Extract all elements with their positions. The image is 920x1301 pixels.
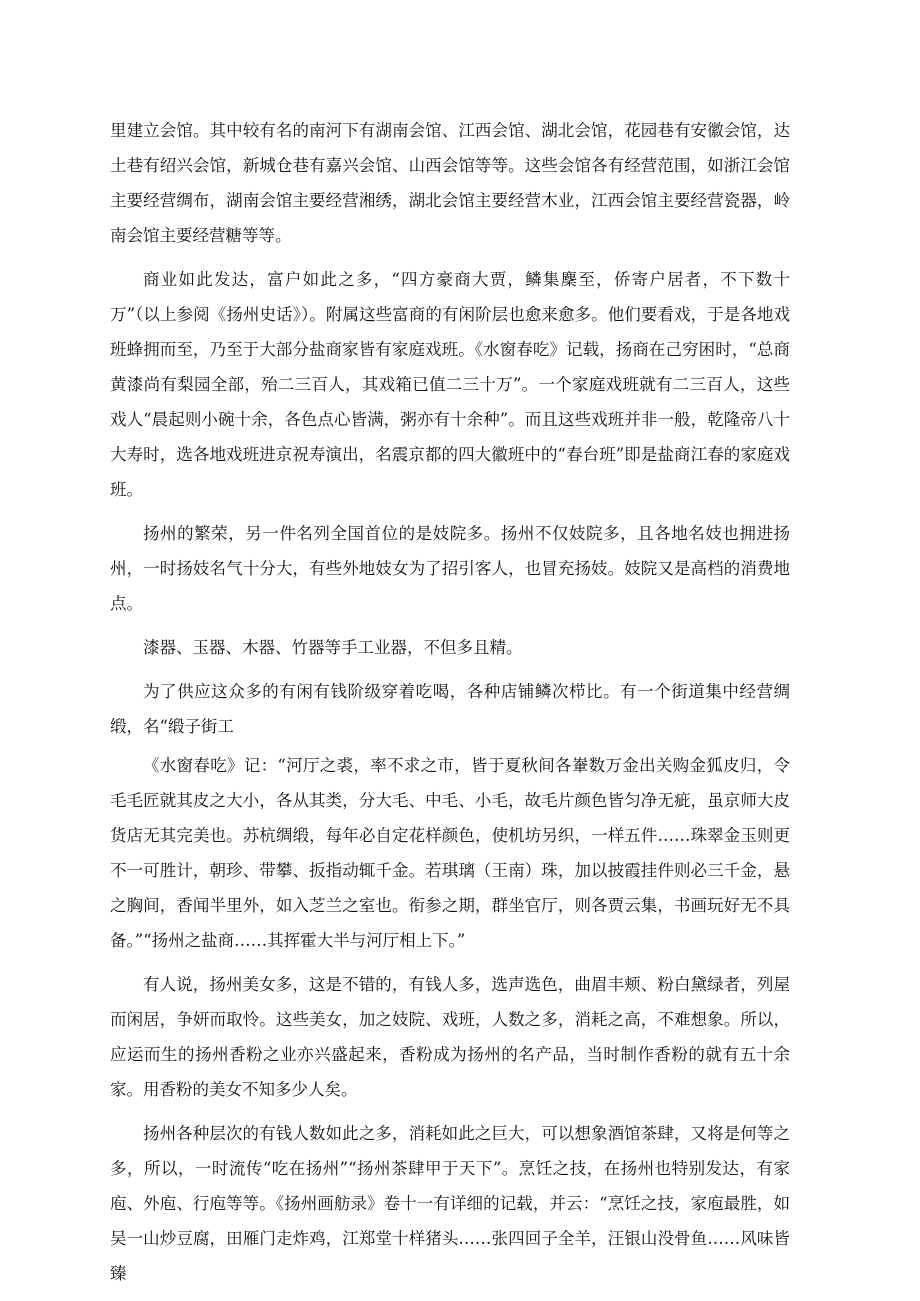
paragraph-guild-halls: 里建立会馆。其中较有名的南河下有湖南会馆、江西会馆、湖北会馆，花园巷有安徽会馆，达土巷有绍兴会馆，新城仓巷有嘉兴会馆、山西会馆等等。这些会馆各有经营范围，如浙江会馆主要经营绸布，湖南会馆主要经营湘绣，湖北会馆主要经营木业，江西会馆主要经营瓷器，岭南会馆主要经营糖等等。 xyxy=(110,121,790,245)
paragraph-handicrafts: 漆器、玉器、木器、竹器等手工业器，不但多且精。 xyxy=(143,638,523,657)
paragraph-beauties-powder: 有人说，扬州美女多，这是不错的，有钱人多，选声选色，曲眉丰颊、粉白黛绿者，列屋而闲居，争妍而取怜。这些美女，加之妓院、戏班，人数之多，消耗之高，不难想象。所以，应运而生的扬州香粉之业亦兴盛起来，香粉成为扬州的名产品，当时制作香粉的就有五十余家。用香粉的美女不知多少人矣。 xyxy=(110,975,790,1099)
paragraph-quote-shuichuang: 《水窗春吃》记：“河厅之裘，率不求之市，皆于夏秋间各輋数万金出关购金狐皮归，令毛毛匠就其皮之大小，各从其类，分大毛、中毛、小毛，故毛片颜色皆匀净无疵，虽京师大皮货店无其完美也。苏杭绸缎，每年必自定花样颜色，使机坊另织，一样五件……珠翠金玉则更不一可胜计，朝珍、带攀、扳指动辄千金。若琪璃（王南）珠，加以披霞挂件则必三千金，悬之胸间，香闻半里外，如入芝兰之室也。衔参之期，群坐官厅，则各贾云集，书画玩好无不具备。”“扬州之盐商……其挥霍大半与河厅相上下。” xyxy=(110,756,790,950)
document-body xyxy=(110,113,790,1300)
paragraph-brothels: 扬州的繁荣，另一件名列全国首位的是妓院多。扬州不仅妓院多，且各地名妓也拥进扬州，一时扬妓名气十分大，有些外地妓女为了招引客人，也冒充扬妓。妓院又是高档的消费地点。 xyxy=(110,524,790,613)
paragraph-merchants-opera: 商业如此发达，富户如此之多，“四方豪商大贾，鳞集麇至，侨寄户居者，不下数十万”（以上参阅《扬州史话》）。附属这些富商的有闲阶层也愈来愈多。他们要看戏，于是各地戏班蜂拥而至，乃至于大部分盐商家皆有家庭戏班。《水窗春吃》记载，扬商在己穷困时，“总商黄漆尚有梨园全部，殆二三百人，其戏箱已值二三十万”。一个家庭戏班就有二三百人，这些戏人“晨起则小碗十余，各色点心皆满，粥亦有十余种”。而且这些戏班并非一般，乾隆帝八十大寿时，选各地戏班进京祝寿演出，名震京都的四大徽班中的“春台班”即是盐商江春的家庭戏班。 xyxy=(110,270,790,499)
paragraph-teahouses-cuisine: 扬州各种层次的有钱人数如此之多，消耗如此之巨大，可以想象酒馆茶肆，又将是何等之多，所以，一时流传“吃在扬州”“扬州茶肆甲于天下”。烹饪之技，在扬州也特别发达，有家庖、外庖、行庖等等。《扬州画舫录》卷十一有详细的记载，并云：“烹饪之技，家庖最胜，如吴一山炒豆腐，田雁门走炸鸡，江郑堂十样猪头……张四回子全羊，汪银山没骨鱼……风味皆臻 xyxy=(110,1124,790,1283)
paragraph-silk-street: 为了供应这众多的有闲有钱阶级穿着吃喝，各种店铺鳞次栉比。有一个街道集中经营绸缎，名“缎子街工 xyxy=(110,682,790,736)
